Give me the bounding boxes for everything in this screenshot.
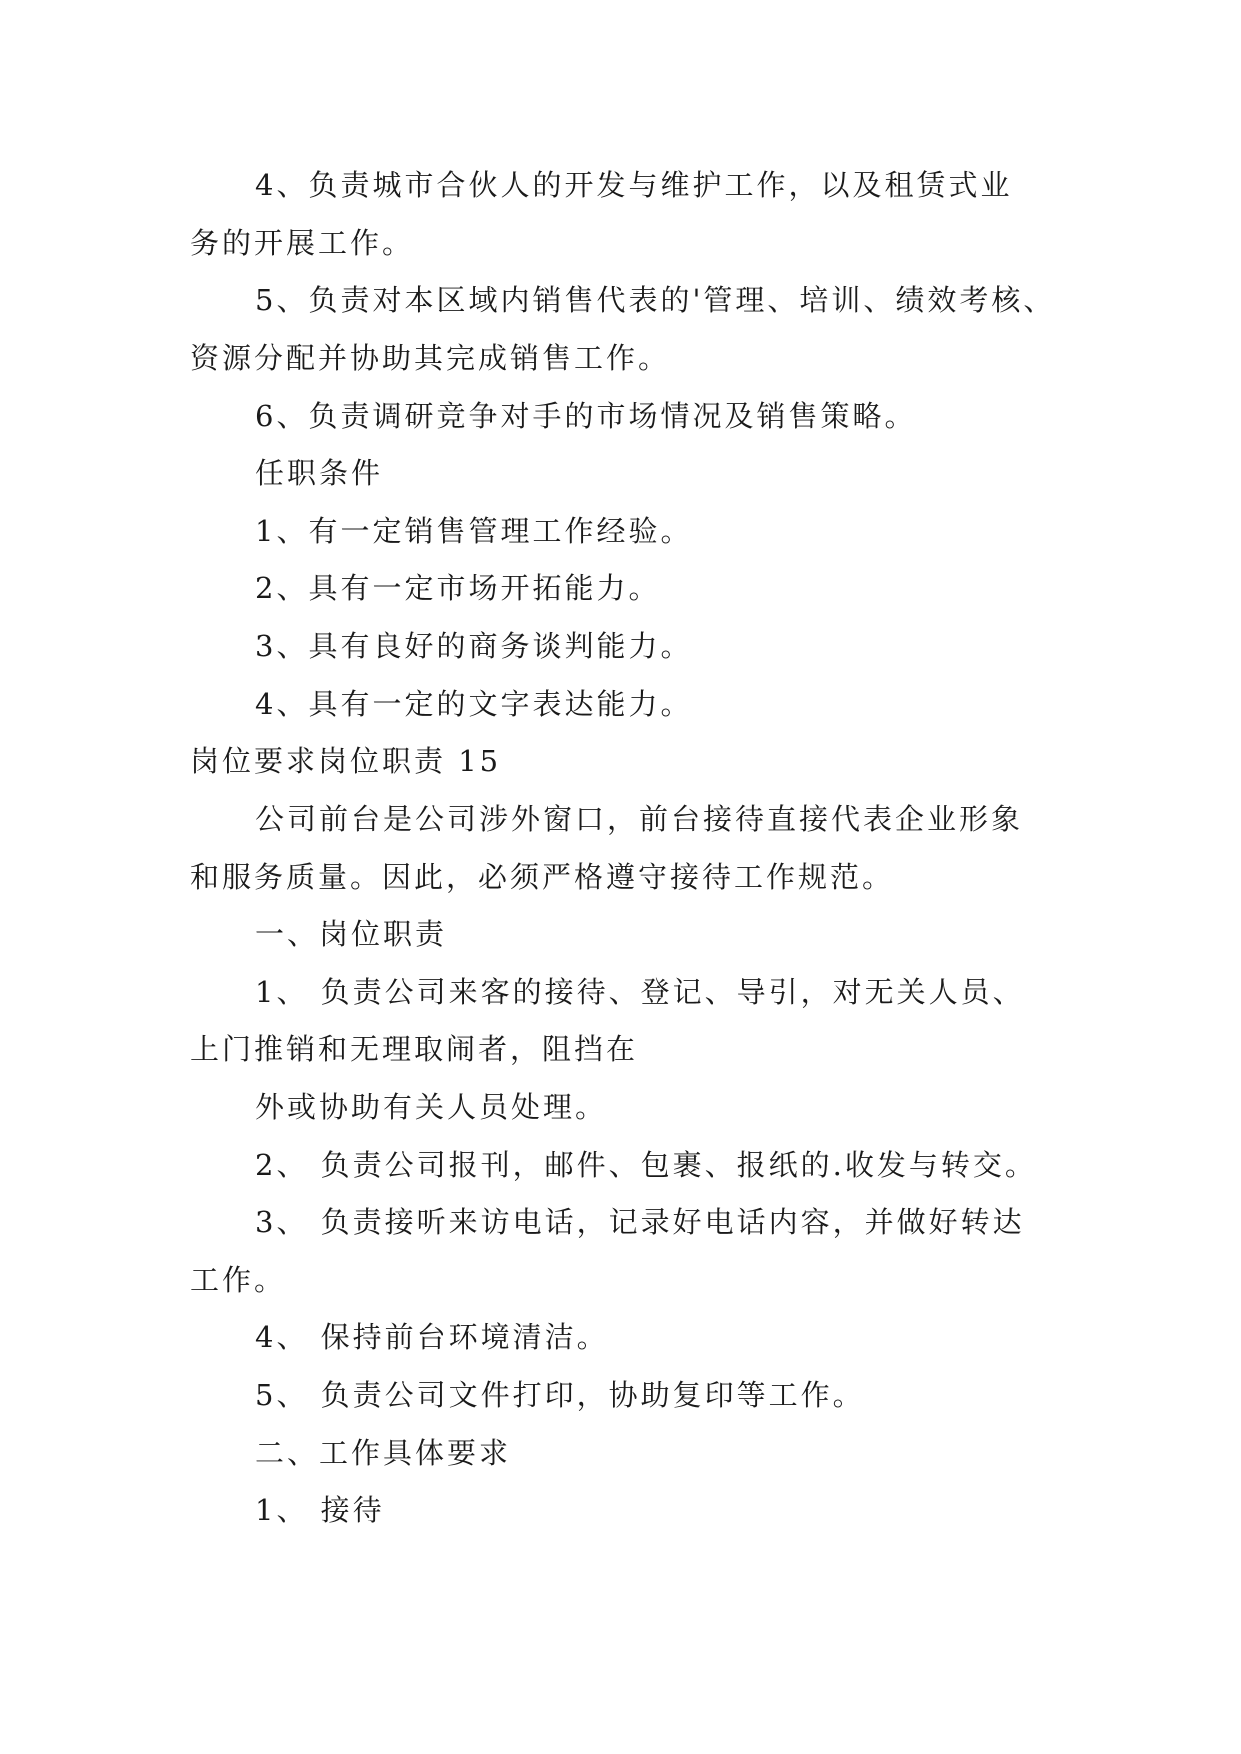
paragraph-line: 务的开展工作。 (190, 226, 415, 260)
section-heading: 任职条件 (255, 456, 384, 490)
paragraph-line: 和服务质量。因此，必须严格遵守接待工作规范。 (190, 860, 895, 894)
paragraph-line: 上门推销和无理取闹者，阻挡在 (190, 1032, 639, 1066)
section-heading: 二、工作具体要求 (255, 1436, 512, 1470)
list-item: 1、 接待 (255, 1493, 385, 1527)
paragraph-line: 5、负责对本区域内销售代表的'管理、培训、绩效考核、 (255, 283, 1056, 317)
list-item: 2、具有一定市场开拓能力。 (255, 571, 661, 605)
section-title: 岗位要求岗位职责 15 (190, 744, 502, 778)
section-heading: 一、岗位职责 (255, 917, 448, 951)
paragraph-line: 外或协助有关人员处理。 (255, 1090, 608, 1124)
list-item: 4、具有一定的文字表达能力。 (255, 687, 693, 721)
list-item: 3、 负责接听来访电话，记录好电话内容，并做好转达 (255, 1205, 1025, 1239)
list-item: 1、有一定销售管理工作经验。 (255, 514, 693, 548)
paragraph-line: 工作。 (190, 1263, 287, 1297)
list-item: 1、 负责公司来客的接待、登记、导引，对无关人员、 (255, 975, 1025, 1009)
paragraph-line: 4、负责城市合伙人的开发与维护工作，以及租赁式业 (255, 168, 1013, 202)
list-item: 2、 负责公司报刊，邮件、包裹、报纸的.收发与转交。 (255, 1148, 1037, 1182)
list-item: 4、 保持前台环境清洁。 (255, 1320, 609, 1354)
paragraph-line: 资源分配并协助其完成销售工作。 (190, 341, 671, 375)
list-item: 3、具有良好的商务谈判能力。 (255, 629, 693, 663)
list-item: 5、 负责公司文件打印，协助复印等工作。 (255, 1378, 865, 1412)
paragraph-line: 公司前台是公司涉外窗口，前台接待直接代表企业形象 (255, 802, 1024, 836)
paragraph-line: 6、负责调研竞争对手的市场情况及销售策略。 (255, 399, 917, 433)
